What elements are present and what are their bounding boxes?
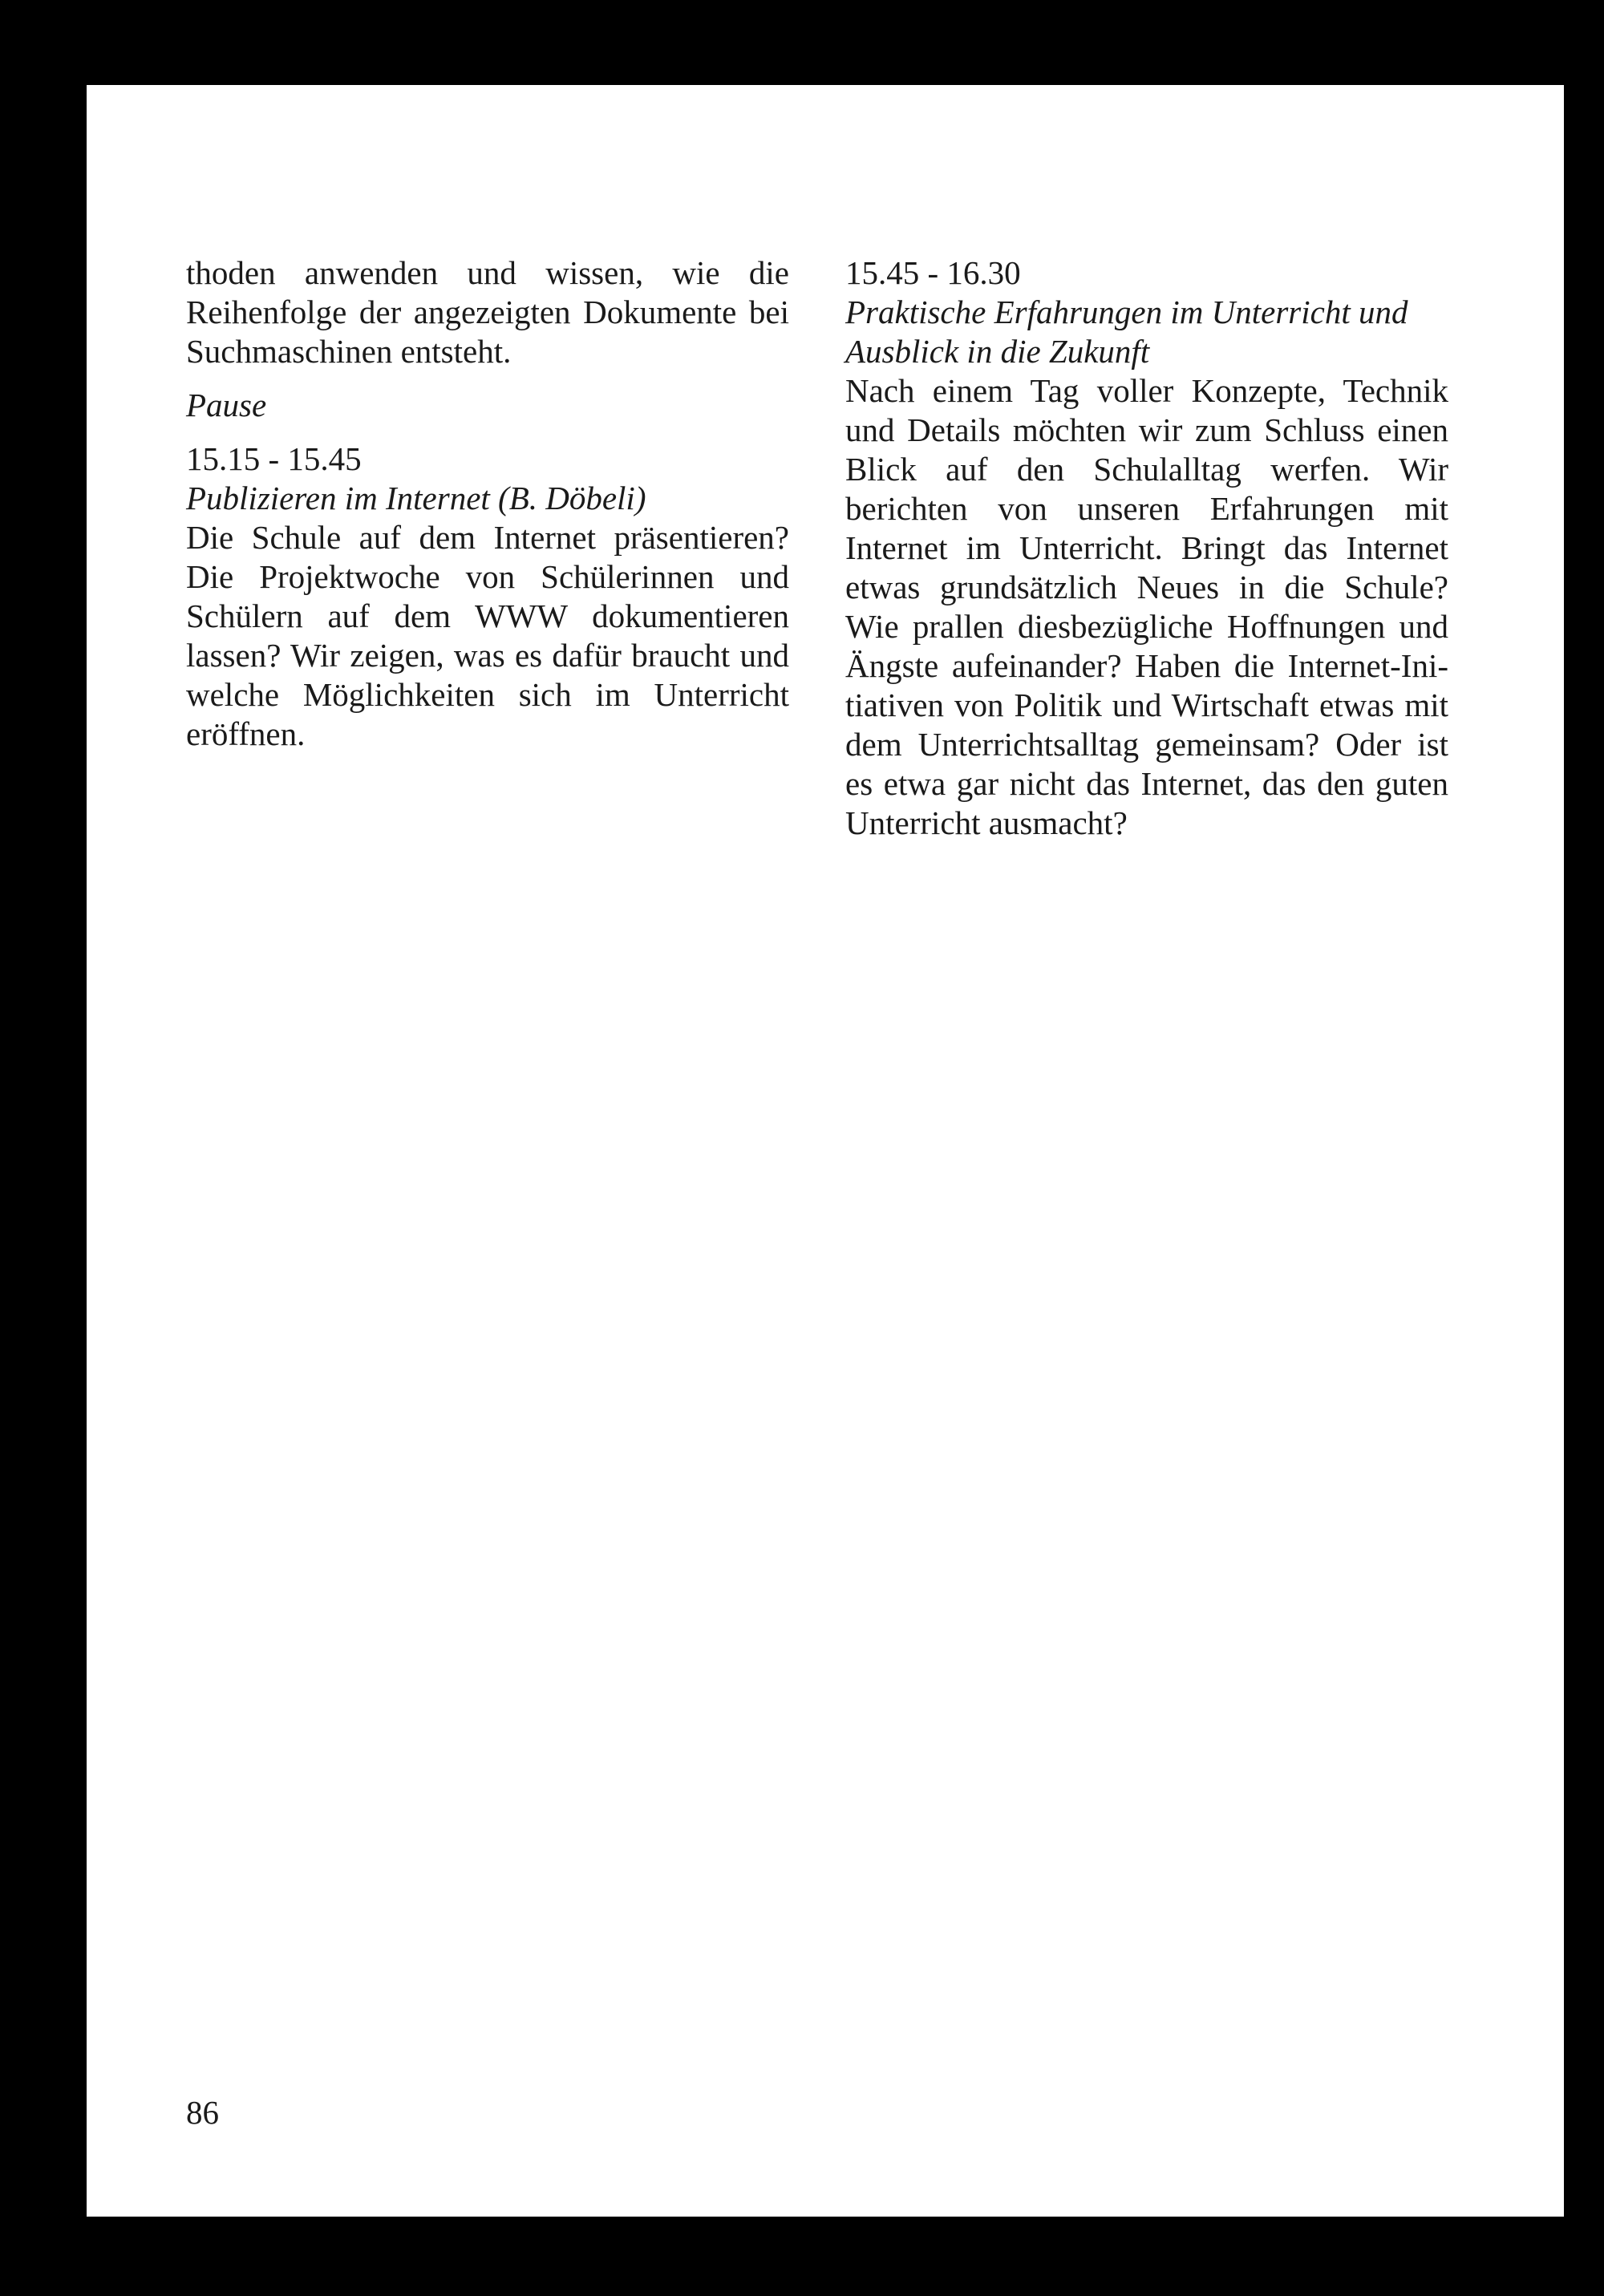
continuation-paragraph: thoden anwenden und wissen, wie die Reihenfolge der angezeigten Dokumente bei Suchmaschinen entsteht. xyxy=(186,254,789,370)
pause-label: Pause xyxy=(186,387,267,423)
session-description: Die Schule auf dem Internet präsentieren? Die Projektwoche von Schülerinnen und Schülern auf dem WWW dokumentieren lassen? Wir zeigen, was es dafür braucht und welche Möglichkeiten sich im Unterricht eröffnen. xyxy=(186,519,789,752)
session-description: Nach einem Tag voller Konzepte, Technik und Details möchten wir zum Schluss einen Blick auf den Schulalltag werfen. Wir berichten von unseren Erfahrungen mit Internet im Unterricht. Bringt das Internet etwas grundsätzlich Neues in die Schule? Wie prallen diesbezügliche Hoffnungen und Ängste aufeinander? Haben die Internet-Initiativen von Politik und Wirtschaft etwas mit dem Unterrichtsalltag gemeinsam? Oder ist es etwa gar nicht das Internet, das den guten Unterricht ausmacht? xyxy=(845,372,1448,841)
session-title: Publizieren im Internet (B. Döbeli) xyxy=(186,480,646,516)
session-time: 15.15 - 15.45 xyxy=(186,440,362,477)
session-time: 15.45 - 16.30 xyxy=(845,254,1021,291)
document-page xyxy=(87,85,1564,2217)
page-number: 86 xyxy=(186,2094,219,2131)
session-title: Praktische Erfahrungen im Unterricht und Ausblick in die Zukunft xyxy=(845,294,1408,370)
right-column xyxy=(845,253,1448,843)
left-column xyxy=(186,253,789,754)
